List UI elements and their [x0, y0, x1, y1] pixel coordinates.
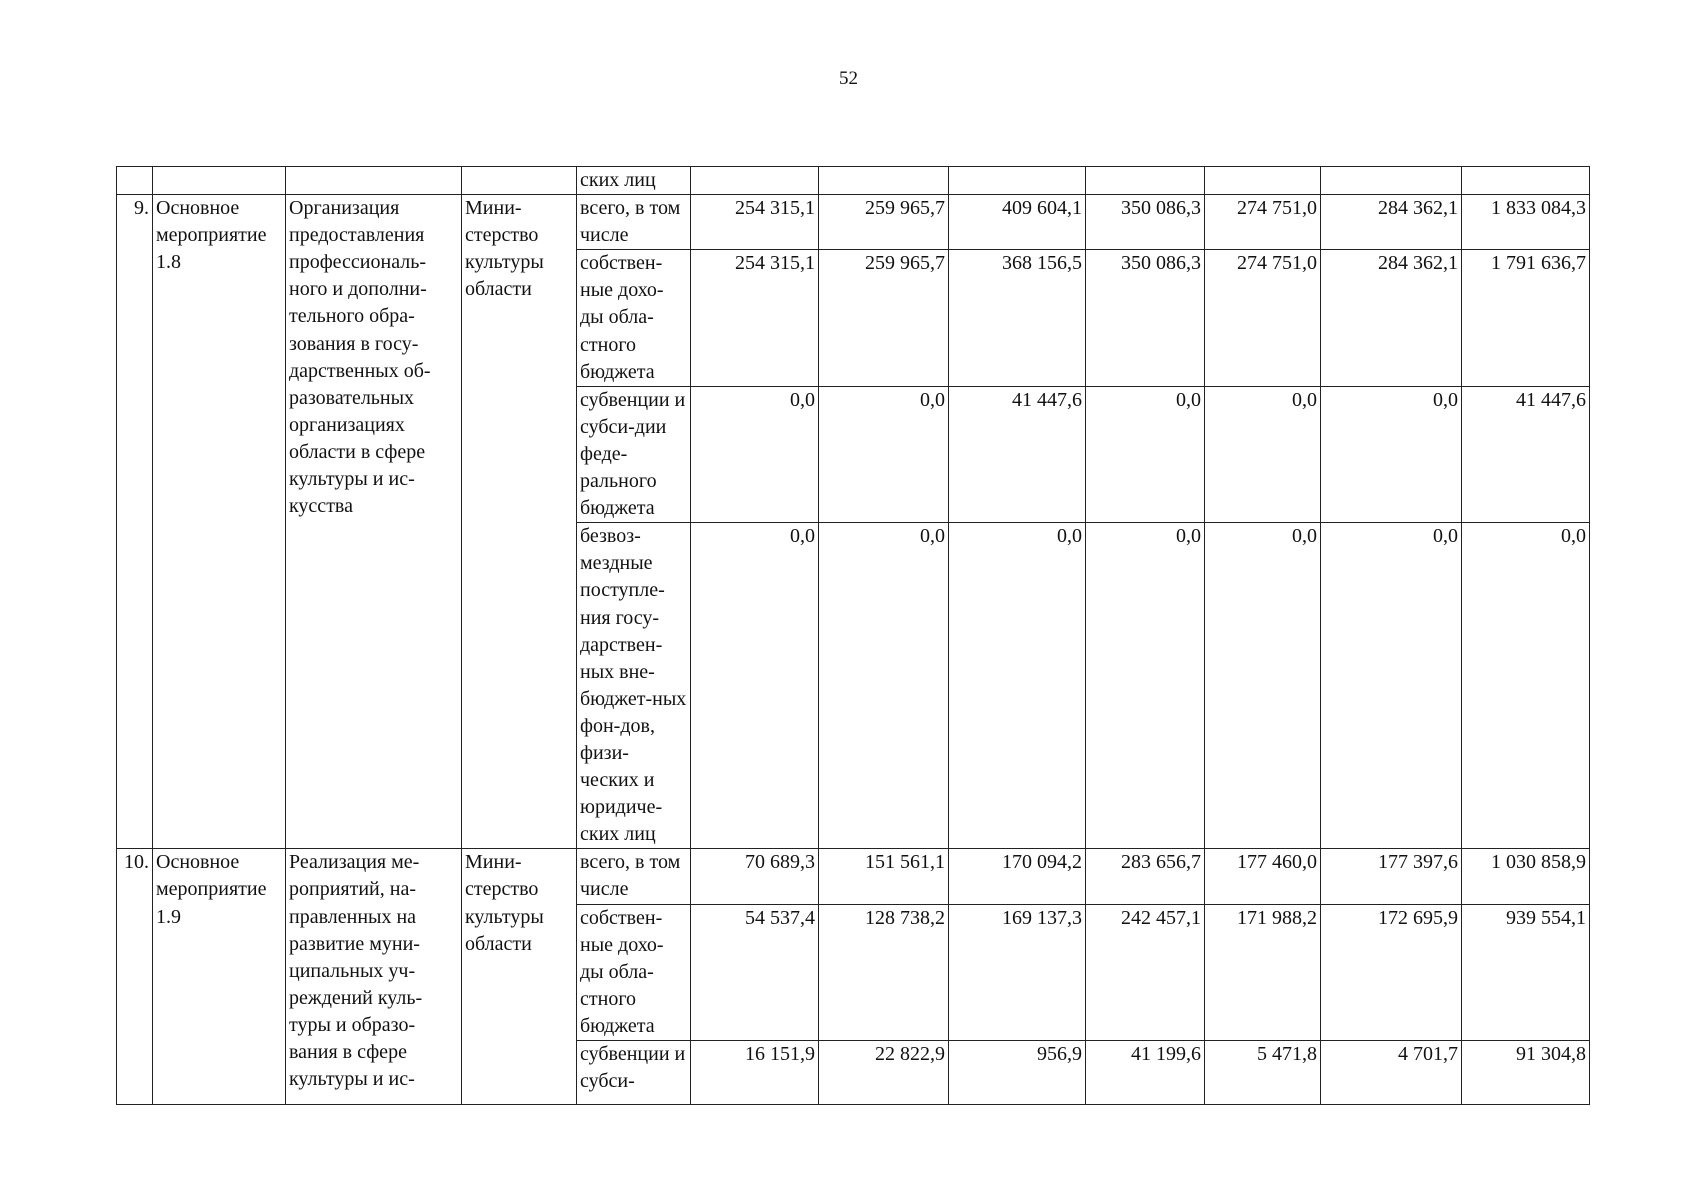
value-cell: 956,9 — [949, 1041, 1086, 1105]
value-cell: 0,0 — [819, 523, 949, 849]
value-cell: 16 151,9 — [691, 1041, 819, 1105]
funding-source-cell: безвоз-мездные поступле-ния госу-дарствен-ных вне-бюджет-ных фон-дов, физи-ческих и юридиче-ских лиц — [577, 523, 691, 849]
carry-over-row — [117, 167, 1590, 195]
row-number: 9. — [117, 195, 153, 849]
funding-source-cell: субвенции и субси-дии феде-рального бюджета — [577, 386, 691, 522]
funding-source-cell: собствен-ные дохо-ды обла-стного бюджета — [577, 904, 691, 1040]
value-cell: 939 554,1 — [1462, 904, 1590, 1040]
value-cell: 0,0 — [1086, 523, 1205, 849]
executor: Мини-стерство культуры области — [462, 849, 577, 1105]
value-cell: 177 460,0 — [1205, 849, 1321, 904]
value-cell: 54 537,4 — [691, 904, 819, 1040]
value-cell: 259 965,7 — [819, 250, 949, 386]
value-cell: 91 304,8 — [1462, 1041, 1590, 1105]
table-row — [117, 849, 1590, 904]
value-cell: 0,0 — [691, 386, 819, 522]
empty-cell — [819, 167, 949, 195]
value-cell: 169 137,3 — [949, 904, 1086, 1040]
funding-source-cell: ских лиц — [577, 167, 691, 195]
empty-cell — [153, 167, 286, 195]
value-cell: 0,0 — [1205, 523, 1321, 849]
value-cell: 0,0 — [1321, 523, 1462, 849]
value-cell: 283 656,7 — [1086, 849, 1205, 904]
event-description: Реализация ме-роприятий, на-правленных на развитие муни-ципальных уч-реждений куль-туры и образо-вания в сфере культуры и ис- — [286, 849, 462, 1105]
value-cell: 41 199,6 — [1086, 1041, 1205, 1105]
executor: Мини-стерство культуры области — [462, 195, 577, 849]
value-cell: 0,0 — [1086, 386, 1205, 522]
value-cell: 1 833 084,3 — [1462, 195, 1590, 250]
value-cell: 254 315,1 — [691, 250, 819, 386]
value-cell: 172 695,9 — [1321, 904, 1462, 1040]
event-description: Организация предоставления профессиональ-ного и дополни-тельного обра-зования в госу-дарственных об-разовательных организациях области в сфере культуры и ис-кусства — [286, 195, 462, 849]
funding-source-cell: всего, в том числе — [577, 195, 691, 250]
value-cell: 284 362,1 — [1321, 250, 1462, 386]
value-cell: 128 738,2 — [819, 904, 949, 1040]
value-cell: 4 701,7 — [1321, 1041, 1462, 1105]
empty-cell — [1462, 167, 1590, 195]
value-cell: 0,0 — [1205, 386, 1321, 522]
empty-cell — [691, 167, 819, 195]
value-cell: 1 030 858,9 — [1462, 849, 1590, 904]
funding-source-cell: всего, в том числе — [577, 849, 691, 904]
event-name: Основное мероприятие 1.9 — [153, 849, 286, 1105]
row-number: 10. — [117, 849, 153, 1105]
value-cell: 284 362,1 — [1321, 195, 1462, 250]
value-cell: 5 471,8 — [1205, 1041, 1321, 1105]
empty-cell — [1321, 167, 1462, 195]
value-cell: 170 094,2 — [949, 849, 1086, 904]
empty-cell — [1086, 167, 1205, 195]
empty-cell — [117, 167, 153, 195]
funding-source-cell: собствен-ные дохо-ды обла-стного бюджета — [577, 250, 691, 386]
value-cell: 409 604,1 — [949, 195, 1086, 250]
budget-table — [116, 166, 1590, 1105]
value-cell: 0,0 — [691, 523, 819, 849]
value-cell: 274 751,0 — [1205, 195, 1321, 250]
value-cell: 254 315,1 — [691, 195, 819, 250]
value-cell: 171 988,2 — [1205, 904, 1321, 1040]
value-cell: 177 397,6 — [1321, 849, 1462, 904]
value-cell: 70 689,3 — [691, 849, 819, 904]
empty-cell — [462, 167, 577, 195]
empty-cell — [1205, 167, 1321, 195]
value-cell: 259 965,7 — [819, 195, 949, 250]
value-cell: 0,0 — [819, 386, 949, 522]
value-cell: 368 156,5 — [949, 250, 1086, 386]
funding-source-cell: субвенции и субси- — [577, 1041, 691, 1105]
value-cell: 274 751,0 — [1205, 250, 1321, 386]
value-cell: 151 561,1 — [819, 849, 949, 904]
value-cell: 0,0 — [1462, 523, 1590, 849]
value-cell: 242 457,1 — [1086, 904, 1205, 1040]
value-cell: 41 447,6 — [949, 386, 1086, 522]
value-cell: 41 447,6 — [1462, 386, 1590, 522]
page-number: 52 — [839, 68, 858, 89]
empty-cell — [286, 167, 462, 195]
value-cell: 22 822,9 — [819, 1041, 949, 1105]
value-cell: 350 086,3 — [1086, 250, 1205, 386]
value-cell: 350 086,3 — [1086, 195, 1205, 250]
value-cell: 0,0 — [949, 523, 1086, 849]
value-cell: 0,0 — [1321, 386, 1462, 522]
event-name: Основное мероприятие 1.8 — [153, 195, 286, 849]
table-row — [117, 195, 1590, 250]
empty-cell — [949, 167, 1086, 195]
value-cell: 1 791 636,7 — [1462, 250, 1590, 386]
